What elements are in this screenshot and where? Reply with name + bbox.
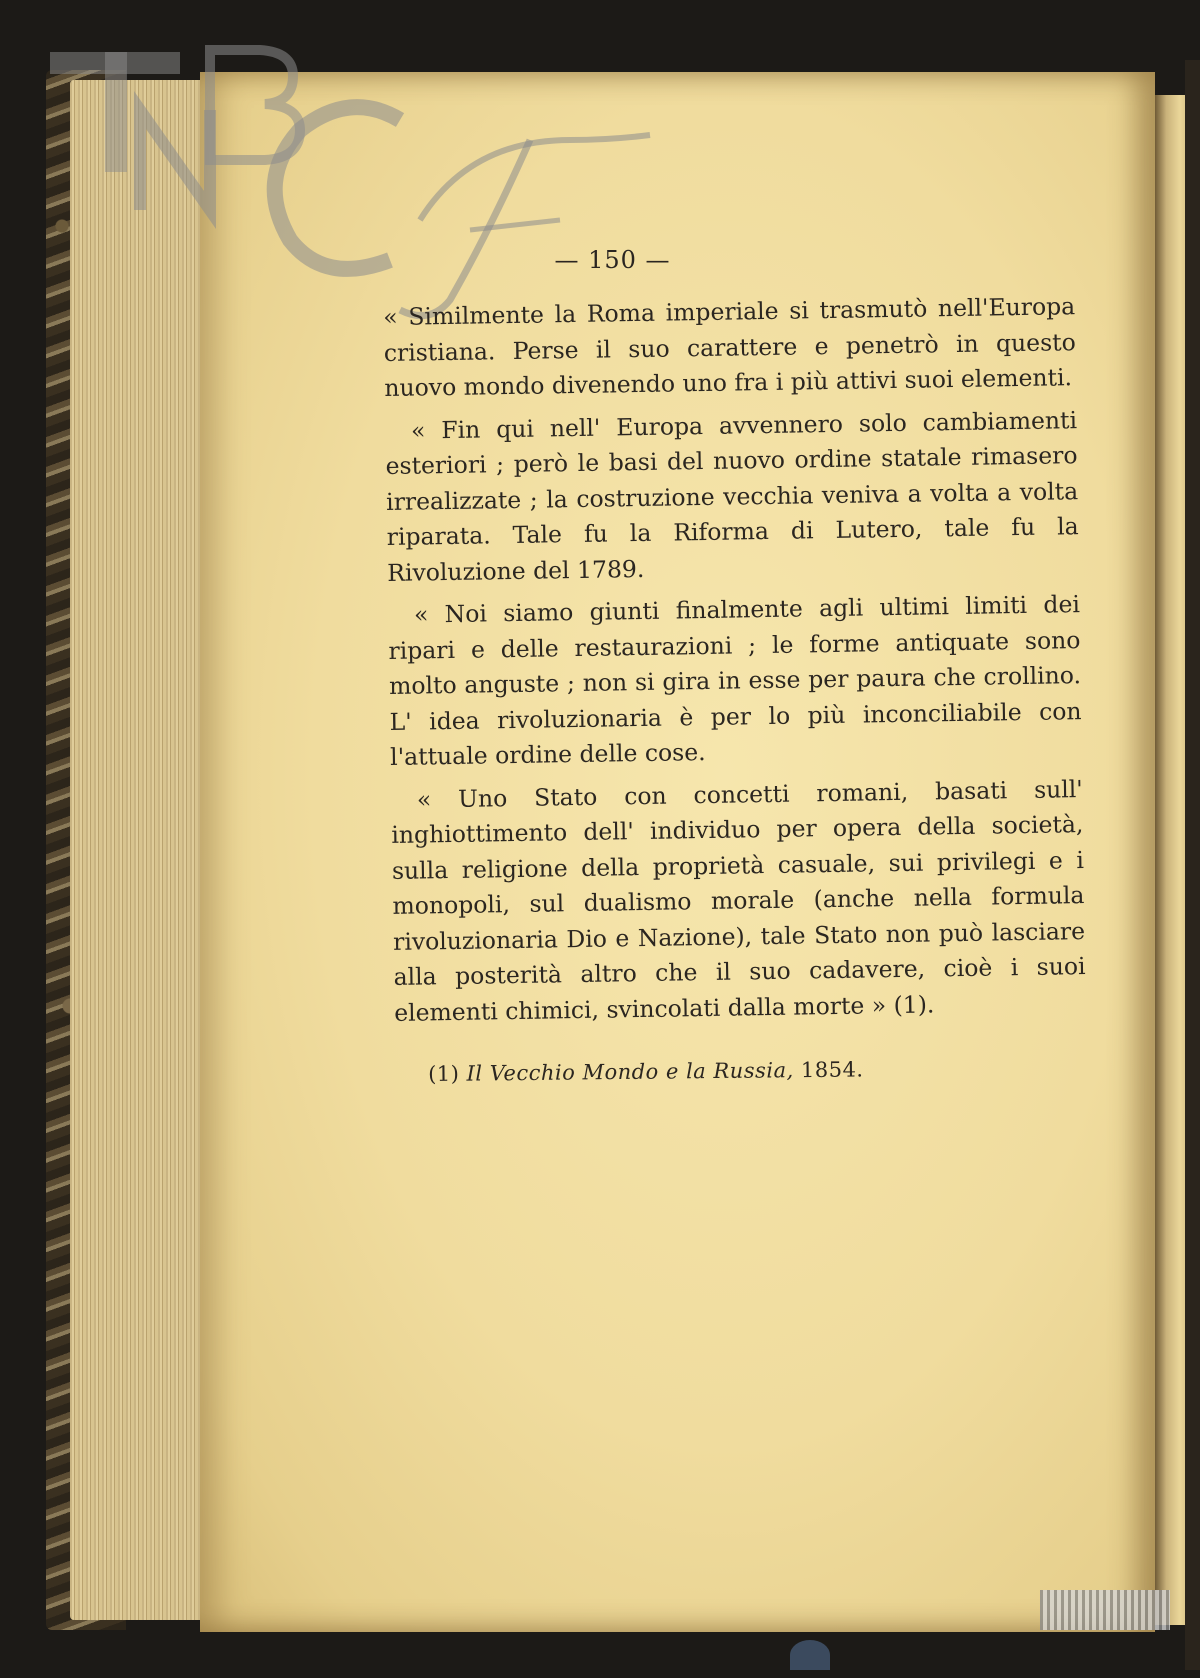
paragraph: « Fin qui nell' Europa avvennero solo cambiamenti esteriori ; però le basi del nuovo ordine statale rimasero irrealizzate ; la costruzione vecchia veniva a volta a volta riparata. Tale fu la Riforma di Lutero, tale fu la Rivoluzione del 1789.	[385, 405, 1079, 587]
headband	[1040, 1590, 1170, 1630]
paragraph: « Uno Stato con concetti romani, basati sull' inghiottimento dell' individuo per opera della società, sulla religione della proprietà casuale, sui privilegi e i monopoli, sul dualismo morale (anche nella formula rivoluzionaria Dio e Nazione), tale Stato non può lasciare alla posterità altro che il suo cadavere, cioè i suoi elementi chimici, svincolati dalla morte » (1).	[391, 774, 1086, 1027]
footnote-marker: (1)	[428, 1061, 460, 1086]
bookmark-ribbon	[790, 1640, 830, 1670]
footnote-title: Il Vecchio Mondo e la Russia,	[466, 1058, 794, 1086]
bncf-watermark-logo	[50, 40, 690, 330]
footnote-year: 1854.	[800, 1057, 864, 1083]
body-text	[383, 289, 1087, 1038]
page-number: — 150 —	[554, 246, 671, 274]
paragraph: « Noi siamo giunti finalmente agli ultimi limiti dei ripari e delle restaurazioni ; le forme antiquate sono molto anguste ; non si gira in esse per paura che crollino. L' idea rivoluzionaria è per lo più inconciliabile con l'attuale ordine delle cose.	[388, 590, 1082, 771]
cover-edge-right	[1185, 60, 1200, 1670]
paragraph: « Similmente la Roma imperiale si trasmutò nell'Europa cristiana. Perse il suo carattere e penetrò in questo nuovo mondo divenendo uno fra i più attivi suoi elementi.	[383, 292, 1076, 402]
